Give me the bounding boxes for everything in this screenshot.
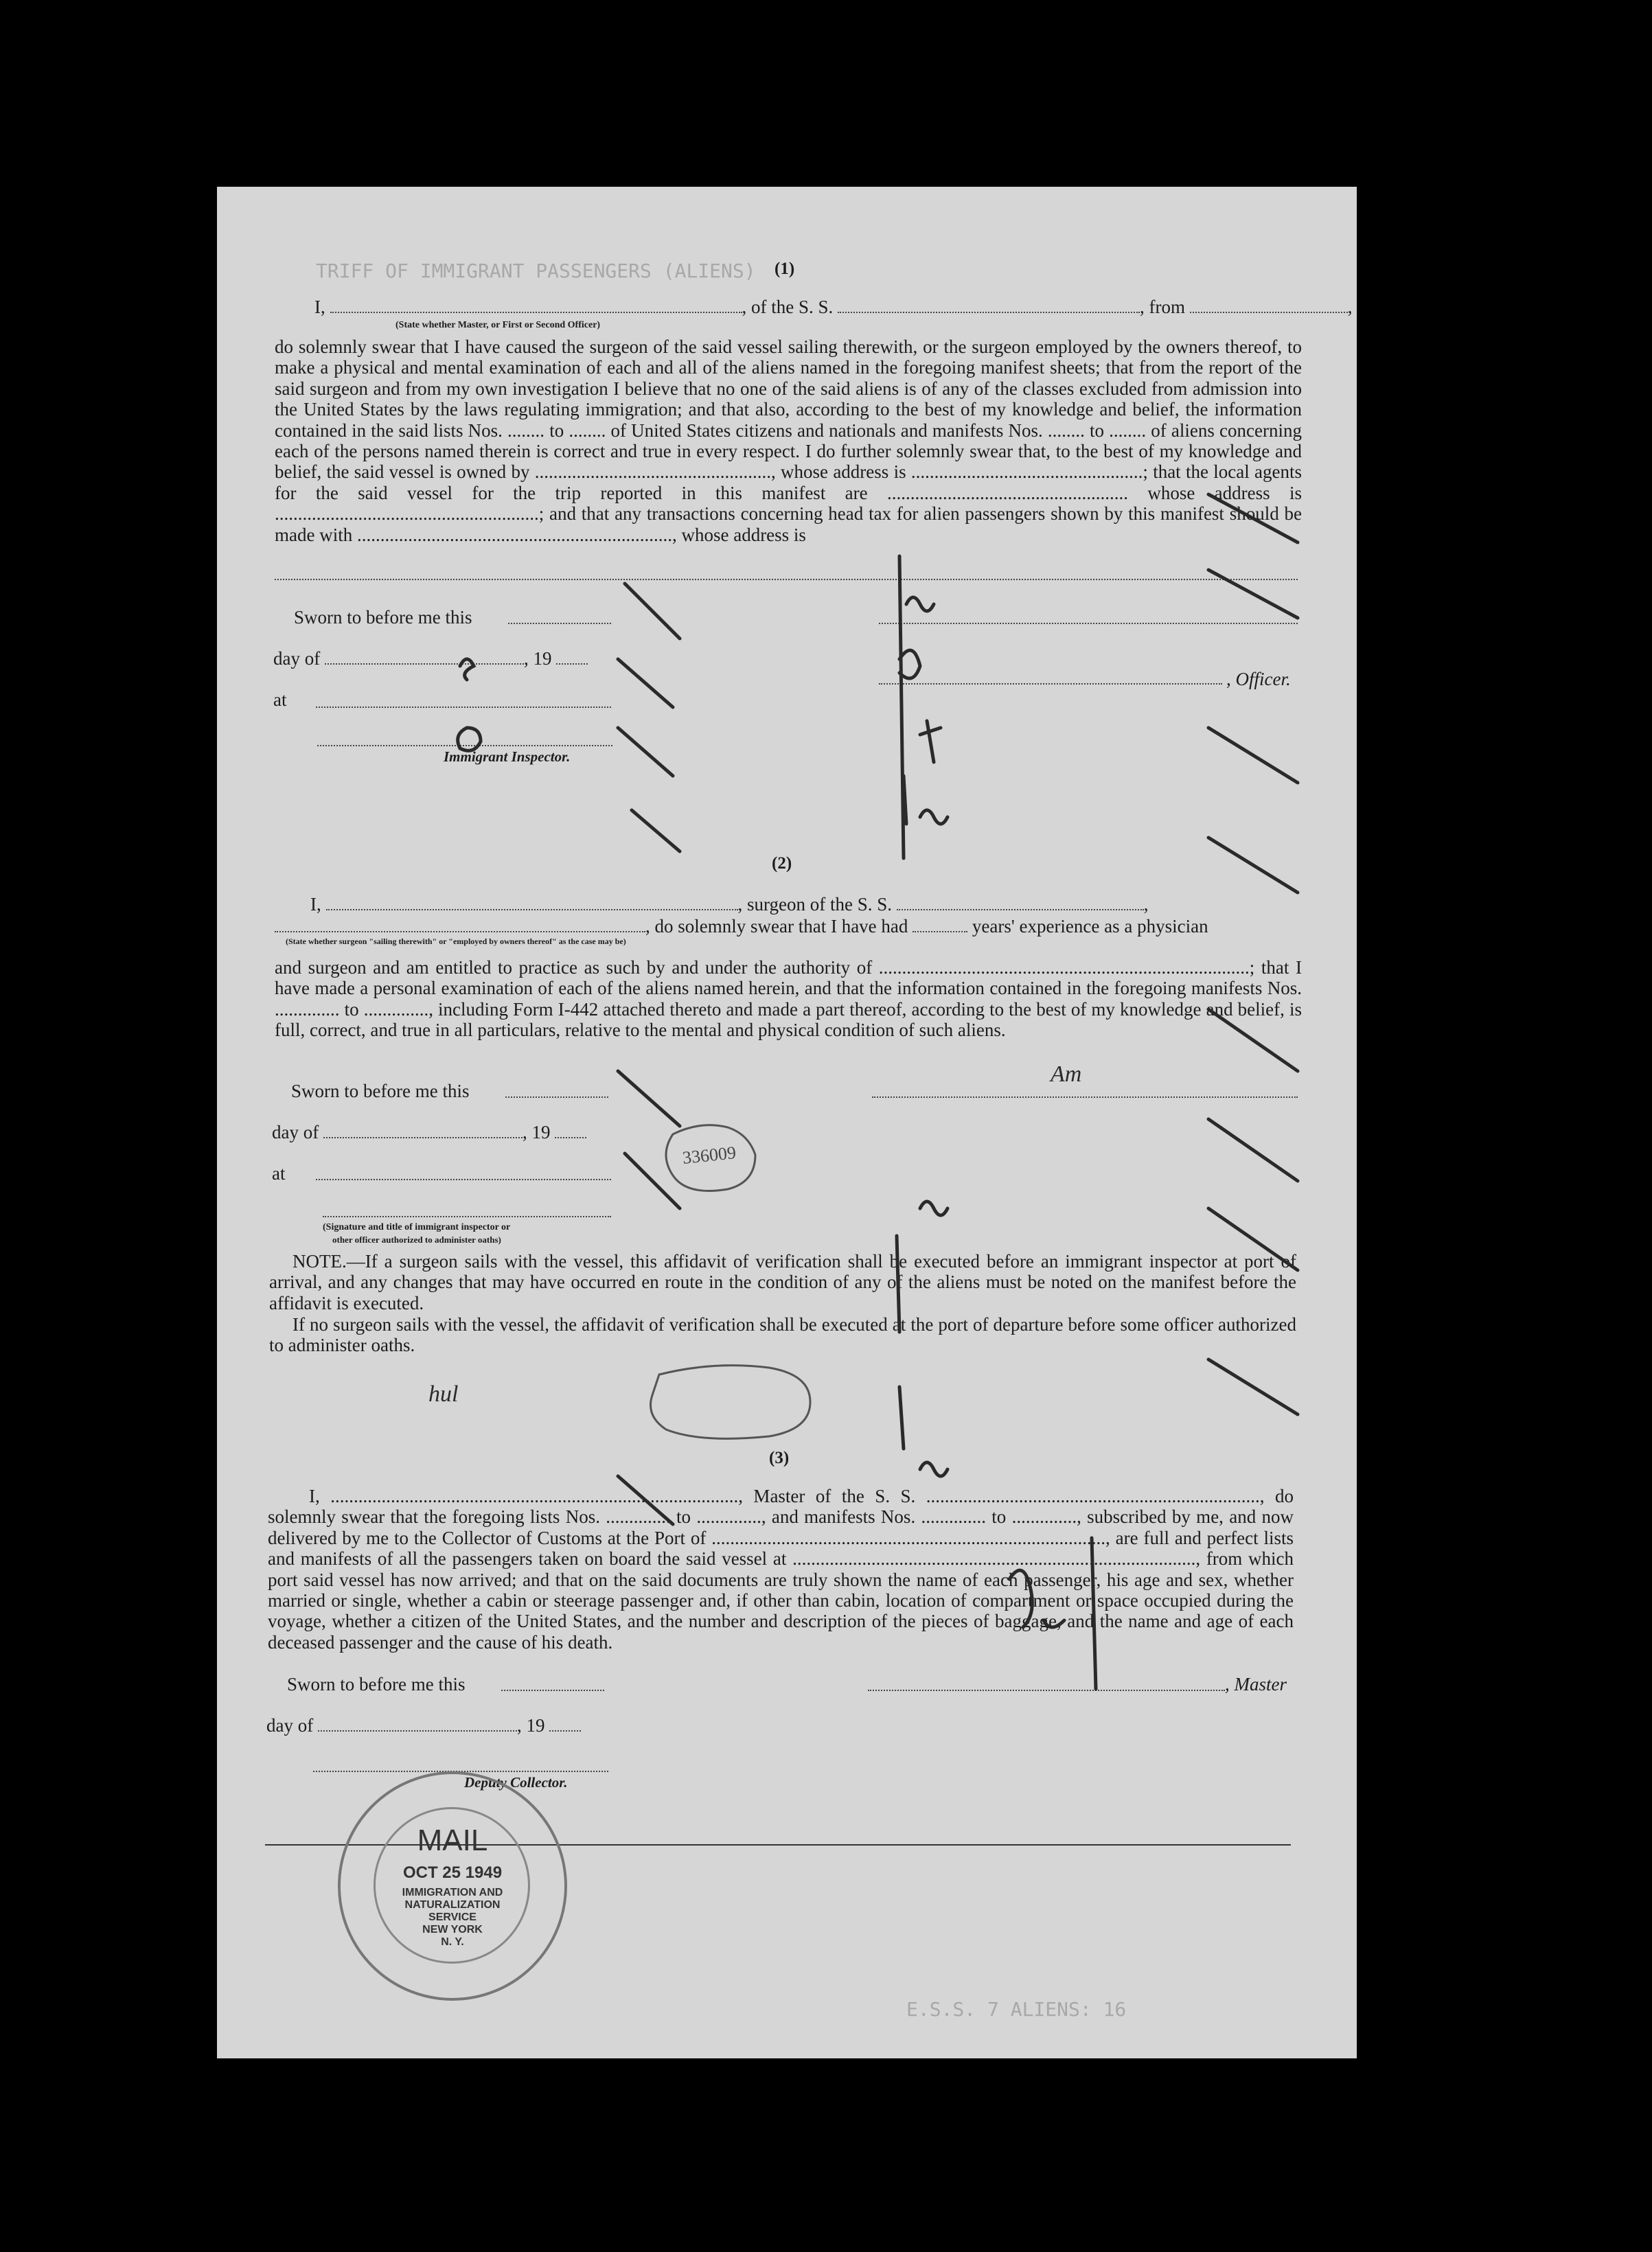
s1-sworn-label: Sworn to before me this bbox=[294, 607, 472, 628]
stamp-line-6: NEW YORK bbox=[422, 1924, 483, 1935]
s3-day-label: day of bbox=[266, 1715, 314, 1736]
s3-year: , 19 bbox=[516, 1715, 545, 1736]
s2-sig-note-2: other officer authorized to administer oaths) bbox=[332, 1234, 501, 1245]
s1-of-ss: , of the S. S. bbox=[742, 297, 834, 317]
stamp-line-7: N. Y. bbox=[441, 1936, 464, 1948]
stamp-line-1: MAIL bbox=[417, 1824, 488, 1857]
note-label: NOTE. bbox=[292, 1251, 347, 1272]
handwritten-note-1: Am bbox=[1051, 1061, 1082, 1087]
s2-swear: , do solemnly swear that I have had bbox=[645, 916, 908, 937]
s2-at-label: at bbox=[272, 1163, 286, 1184]
s2-line1: I, , surgeon of the S. S. , bbox=[310, 894, 1149, 915]
s3-master-label: , Master bbox=[1225, 1674, 1287, 1694]
s2-sig-note-1: (Signature and title of immigrant inspector or bbox=[323, 1222, 511, 1232]
stamp-line-4: NATURALIZATION bbox=[404, 1899, 501, 1911]
s1-inspector-label: Immigrant Inspector. bbox=[444, 748, 571, 765]
s2-day-label: day of bbox=[272, 1122, 319, 1142]
s2-prefix: I, bbox=[310, 894, 321, 915]
s2-year: , 19 bbox=[522, 1122, 551, 1142]
s3-collector-label: Deputy Collector. bbox=[464, 1774, 568, 1791]
s1-line1: I, , of the S. S. , from , bbox=[314, 297, 1353, 317]
stamp-line-3: IMMIGRATION AND bbox=[402, 1887, 503, 1898]
note-text-1: —If a surgeon sails with the vessel, this affidavit of verification shall be executed before an immigrant inspector at port of arrival, and any changes that may have occurred en route in the condition of any of the aliens must be noted on the manifest before the affidavit is executed. bbox=[269, 1251, 1296, 1313]
s1-officer-sub: (State whether Master, or First or Second Officer) bbox=[395, 320, 601, 330]
s1-paragraph: do solemnly swear that I have caused the surgeon of the said vessel sailing therewith, or the surgeon employed by the owners thereof, to make a physical and mental examination of each and all of the aliens named in the foregoing manifest sheets; that from the report of the said surgeon and from my own investigation I believe that no one of the said aliens is of any of the classes excluded from admission into the United States by the laws regulating immigration; and that also, according to the best of my knowledge and belief, the information contained in the said lists Nos. ........ to ........ of United States citizens and nationals and manifests Nos. ........ to ........ of aliens concerning each of the persons named therein is correct and true in every respect. I do further solemnly swear that, to the best of my knowledge and belief, the said vessel is owned by ..................................................., whose address is ..................................................; that the local agents for the said vessel for the trip reported in this manifest are .................................................... whose address is .........................................................; and that any transactions concerning head tax for alien passengers shown by this manifest should be made with ...................................................................., whose address is bbox=[275, 336, 1302, 545]
bleed-through-text: TRIFF OF IMMIGRANT PASSENGERS (ALIENS) bbox=[316, 260, 756, 282]
s1-officer-label: , Officer. bbox=[1226, 669, 1291, 689]
immigration-service-stamp bbox=[338, 1771, 567, 2001]
s1-year: , 19 bbox=[523, 648, 552, 669]
stamp-line-2: OCT 25 1949 bbox=[402, 1863, 503, 1882]
s3-sworn-label: Sworn to before me this bbox=[287, 1674, 466, 1694]
s1-day-label: day of bbox=[273, 648, 321, 669]
s2-surgeon-of: , surgeon of the S. S. bbox=[737, 894, 893, 915]
s1-prefix: I, bbox=[314, 297, 325, 317]
s2-sworn-label: Sworn to before me this bbox=[291, 1081, 470, 1101]
s2-years: years' experience as a physician bbox=[972, 916, 1208, 937]
bleed-through-text: E.S.S. 7 ALIENS: 16 bbox=[906, 1998, 1127, 2021]
s2-paragraph: and surgeon and am entitled to practice as such by and under the authority of ................................................................................; that I have made a personal examination of each of the aliens named herein, and that the information contained in the foregoing manifests Nos. .............. to .............., including Form I-442 attached thereto and made a part thereof, according to the best of my knowledge and belief, is full, correct, and true in all particulars, relative to the mental and physical condition of such aliens. bbox=[275, 957, 1302, 1041]
note-paragraph-2: If no surgeon sails with the vessel, the affidavit of verification shall be executed at the port of departure before some officer authorized to administer oaths. bbox=[269, 1314, 1296, 1356]
s1-at-label: at bbox=[273, 689, 287, 710]
s1-from: , from bbox=[1140, 297, 1185, 317]
handwritten-note-2: hul bbox=[428, 1381, 459, 1407]
s2-sub: (State whether surgeon "sailing therewith" or "employed by owners thereof" as the case may be) bbox=[286, 937, 626, 946]
section-number-3: (3) bbox=[769, 1449, 790, 1467]
stamped-number: 336009 bbox=[681, 1142, 737, 1168]
s3-paragraph: I, ........................................................................................, Master of the S. S. ........................................................................, do solemnly swear that the foregoing lists Nos. .............. to .............., and manifests Nos. .............. to .............., subscribed by me, and now delivered by me to the Collector of Customs at the Port of ....................................................................................., are full and perfect lists and manifests of all the passengers taken on board the said vessel at ......................................................................................., from which port said vessel has now arrived; and that on the said documents are truly shown the name of each passenger, his age and sex, whether married or single, whether a cabin or steerage passenger and, if other than cabin, location of compartment or space occupied during the voyage, whether a citizen of the United States, and the number and description of the pieces of baggage, and the name and age of each deceased passenger and the cause of his death. bbox=[268, 1486, 1294, 1653]
section-number-1: (1) bbox=[775, 260, 795, 278]
section-number-2: (2) bbox=[772, 854, 792, 873]
stamp-line-5: SERVICE bbox=[428, 1911, 477, 1923]
